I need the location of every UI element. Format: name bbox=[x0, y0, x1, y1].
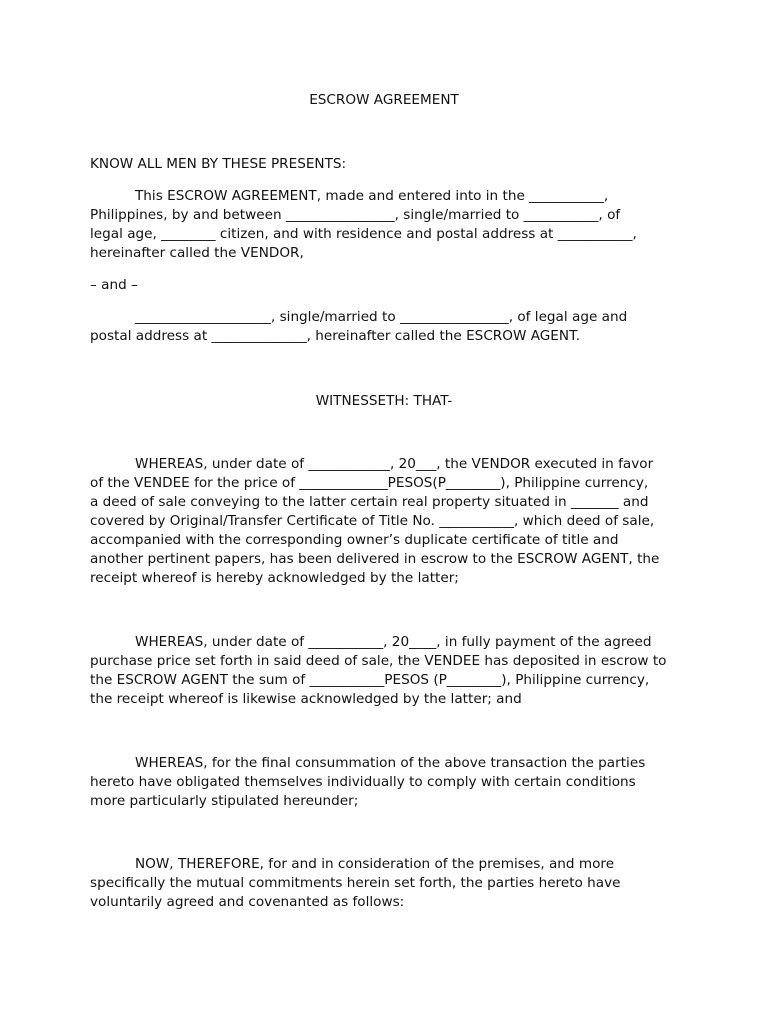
paragraph-line: accompanied with the corresponding owner’s duplicate certificate of title and bbox=[90, 532, 619, 548]
paragraph-line: voluntarily agreed and covenanted as follows: bbox=[90, 894, 405, 910]
paragraph-line: postal address at ______________, hereinafter called the ESCROW AGENT. bbox=[90, 328, 581, 344]
paragraph-line: WHEREAS, under date of ____________, 20___, the VENDOR executed in favor bbox=[135, 456, 654, 472]
paragraph-line: more particularly stipulated hereunder; bbox=[90, 793, 359, 809]
document-title: ESCROW AGREEMENT bbox=[309, 92, 459, 108]
paragraph-line: the ESCROW AGENT the sum of ___________PESOS (P________), Philippine currency, bbox=[90, 672, 650, 688]
paragraph-line: purchase price set forth in said deed of sale, the VENDEE has deposited in escrow to bbox=[90, 653, 667, 669]
paragraph-line: Philippines, by and between ________________, single/married to ___________, of bbox=[90, 207, 621, 223]
paragraph-line: hereinafter called the VENDOR, bbox=[90, 245, 304, 261]
paragraph-line: a deed of sale conveying to the latter certain real property situated in _______ and bbox=[90, 494, 649, 510]
paragraph-line: WHEREAS, under date of ___________, 20____, in fully payment of the agreed bbox=[135, 634, 652, 650]
paragraph-line: ____________________, single/married to ________________, of legal age and bbox=[135, 309, 628, 325]
witnesseth-heading: WITNESSETH: THAT- bbox=[315, 393, 453, 409]
paragraph-line: This ESCROW AGREEMENT, made and entered into in the ___________, bbox=[135, 188, 609, 204]
and-separator: – and – bbox=[90, 277, 138, 293]
opening-line: KNOW ALL MEN BY THESE PRESENTS: bbox=[90, 156, 347, 172]
paragraph-line: the receipt whereof is likewise acknowledged by the latter; and bbox=[90, 691, 522, 707]
paragraph-line: covered by Original/Transfer Certificate of Title No. ___________, which deed of sale, bbox=[90, 513, 655, 529]
paragraph-line: of the VENDEE for the price of _____________PESOS(P________), Philippine currency, bbox=[90, 475, 649, 491]
paragraph-line: receipt whereof is hereby acknowledged by the latter; bbox=[90, 570, 459, 586]
paragraph-line: WHEREAS, for the final consummation of the above transaction the parties bbox=[135, 755, 646, 771]
paragraph-line: specifically the mutual commitments herein set forth, the parties hereto have bbox=[90, 875, 621, 891]
paragraph-line: hereto have obligated themselves individually to comply with certain conditions bbox=[90, 774, 636, 790]
paragraph-line: another pertinent papers, has been delivered in escrow to the ESCROW AGENT, the bbox=[90, 551, 660, 567]
paragraph-line: legal age, ________ citizen, and with residence and postal address at ___________, bbox=[90, 226, 637, 242]
paragraph-line: NOW, THEREFORE, for and in consideration of the premises, and more bbox=[135, 856, 615, 872]
